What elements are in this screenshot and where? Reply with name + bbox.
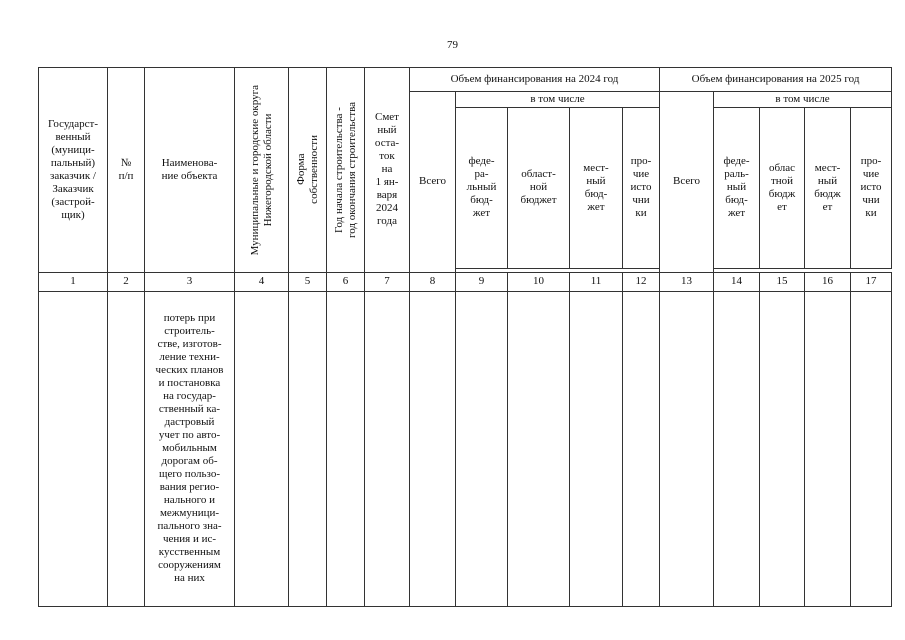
- colnum-8: 8: [410, 272, 456, 291]
- cell-local-2024: [570, 291, 623, 606]
- header-customer: Государст- венный (муници- пальный) заказчик / Заказчик (застрой- щик): [39, 68, 108, 273]
- colnum-16: 16: [805, 272, 851, 291]
- colnum-12: 12: [623, 272, 660, 291]
- colnum-5: 5: [289, 272, 327, 291]
- colnum-17: 17: [851, 272, 892, 291]
- header-ownership-text: Форма собственности: [294, 135, 320, 205]
- header-other-2025: про- чие исто чни ки: [851, 108, 892, 269]
- header-incl-2025: в том числе: [714, 92, 892, 108]
- colnum-4: 4: [235, 272, 289, 291]
- cell-object-name: потерь при строитель- стве, изготов- ление техни- ческих планов и постановка на государ- ственный ка- дастровый учет по авто- мобильным дорогам об- щего пользо- вания регио- нального и межмуници- пального зна- чения и ис- кусственным сооружениям на них: [145, 291, 235, 606]
- cell-other-2024: [623, 291, 660, 606]
- colnum-14: 14: [714, 272, 760, 291]
- colnum-7: 7: [365, 272, 410, 291]
- cell-federal-2024: [456, 291, 508, 606]
- colnum-2: 2: [108, 272, 145, 291]
- header-total-2025: Всего: [660, 92, 714, 273]
- cell-estimate: [365, 291, 410, 606]
- header-fin-2024: Объем финансирования на 2024 год: [410, 68, 660, 92]
- cell-customer: [39, 291, 108, 606]
- cell-other-2025: [851, 291, 892, 606]
- cell-municipal: [235, 291, 289, 606]
- cell-num: [108, 291, 145, 606]
- header-total-2024: Всего: [410, 92, 456, 273]
- cell-years: [327, 291, 365, 606]
- header-ownership: [289, 68, 327, 273]
- colnum-15: 15: [760, 272, 805, 291]
- header-municipal-text: Муниципальные и городские округа Нижегородской области: [248, 84, 274, 256]
- header-years: [327, 68, 365, 273]
- header-local-2025: мест- ный бюдж ет: [805, 108, 851, 269]
- colnum-6: 6: [327, 272, 365, 291]
- header-object-name: Наименова- ние объекта: [145, 68, 235, 273]
- colnum-11: 11: [570, 272, 623, 291]
- cell-total-2025: [660, 291, 714, 606]
- colnum-1: 1: [39, 272, 108, 291]
- header-years-text: Год начала строительства - год окончания строительства: [332, 101, 358, 238]
- cell-total-2024: [410, 291, 456, 606]
- colnum-13: 13: [660, 272, 714, 291]
- financing-table: [38, 67, 892, 607]
- header-federal-2025: феде- раль- ный бюд- жет: [714, 108, 760, 269]
- colnum-3: 3: [145, 272, 235, 291]
- cell-federal-2025: [714, 291, 760, 606]
- header-incl-2024: в том числе: [456, 92, 660, 108]
- header-municipal: [235, 68, 289, 273]
- header-regional-2025: облас тной бюдж ет: [760, 108, 805, 269]
- header-fin-2025: Объем финансирования на 2025 год: [660, 68, 892, 92]
- header-local-2024: мест- ный бюд- жет: [570, 108, 623, 269]
- cell-ownership: [289, 291, 327, 606]
- cell-regional-2024: [508, 291, 570, 606]
- header-other-2024: про- чие исто чни ки: [623, 108, 660, 269]
- header-regional-2024: област- ной бюджет: [508, 108, 570, 269]
- header-federal-2024: феде- ра- льный бюд- жет: [456, 108, 508, 269]
- header-estimate: Смет ный оста- ток на 1 ян- варя 2024 года: [365, 68, 410, 273]
- cell-regional-2025: [760, 291, 805, 606]
- cell-local-2025: [805, 291, 851, 606]
- colnum-9: 9: [456, 272, 508, 291]
- header-num: № п/п: [108, 68, 145, 273]
- colnum-10: 10: [508, 272, 570, 291]
- table-row: [39, 291, 892, 606]
- page-number: 79: [447, 39, 458, 51]
